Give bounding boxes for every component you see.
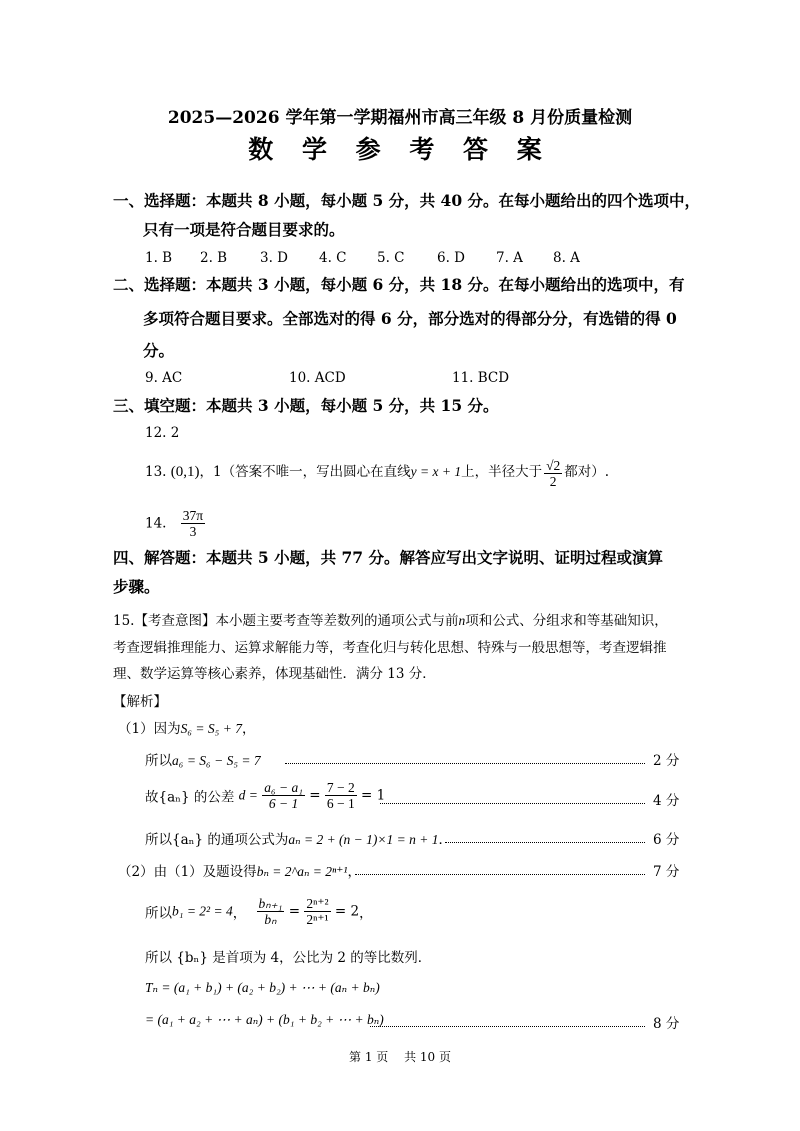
answer-11: 11. BCD [452, 370, 510, 386]
answer-6: 6. D [437, 250, 465, 266]
section3-heading: 三、填空题：本题共 3 小题，每小题 5 分，共 15 分。 [113, 396, 499, 415]
document-title: 2025—2026 学年第一学期福州市高三年级 8 月份质量检测 [167, 108, 633, 128]
q15-sum-line2: = (a₁ + a₂ + ⋯ + aₙ) + (b₁ + b₂ + ⋯ + bₙ) [145, 1012, 384, 1027]
q15-intent-line3: 理、数学运算等核心素养，体现基础性．满分 13 分． [113, 666, 436, 682]
fraction-power: $\frac{\text{2ⁿ⁺²}}{\text{2ⁿ⁺¹}}$ [306, 896, 329, 927]
leader-dots [445, 842, 645, 843]
answer-10: 10. ACD [289, 370, 346, 386]
q15-step-b1: 所以b₁ = 2² = 4， $\frac{\text{bₙ₊₁}}{\text{bₙ}}$ = $\frac{\text{2ⁿ⁺²}}{\text{2ⁿ⁺¹}}$ = 2， [145, 896, 373, 927]
q13-tail: 上，半径大于 [461, 464, 543, 480]
q13-radius: ，1（答案不唯一，写出圆心在直线 [199, 464, 411, 480]
q15-analysis-label: 【解析】 [113, 694, 167, 710]
q13-fraction: $\frac{√2}{2}$ [546, 458, 561, 489]
score-8: 8 分 [653, 1016, 680, 1032]
answer-7: 7. A [496, 250, 523, 266]
page-footer: 第 1 页 共 10 页 [349, 1050, 451, 1064]
q15-part1-given: （1）因为S₆ = S₅ + 7， [118, 721, 256, 737]
q15-intent-line1: 15.【考查意图】本小题主要考查等差数列的通项公式与前n项和公式、分组求和等基础知识， [113, 613, 668, 629]
q13-line: y = x + 1 [410, 464, 462, 479]
q14-label: 14. [145, 515, 167, 532]
answer-12: 12. 2 [145, 425, 180, 441]
answer-2: 2. B [200, 250, 228, 266]
answer-8: 8. A [553, 250, 580, 266]
q15-part2: （2）由（1）及题设得bₙ = 2^aₙ = 2ⁿ⁺¹， [118, 864, 361, 880]
q13-end: 都对）. [564, 464, 610, 480]
section4-heading-cont: 步骤。 [113, 577, 160, 596]
score-7: 7 分 [653, 864, 680, 880]
leader-dots [370, 1026, 645, 1027]
score-4: 4 分 [653, 793, 680, 809]
q15-step-an: 所以{aₙ} 的通项公式为aₙ = 2 + (n − 1)×1 = n + 1． [145, 832, 452, 848]
fraction-diff: $\frac{\text{a₆ − a₁}}{6 - 1}$ [264, 780, 303, 811]
section2-heading-cont: 多项符合题目要求。全部选对的得 6 分，部分选对的得部分分，有选错的得 0 [143, 309, 677, 328]
section4-heading: 四、解答题：本题共 5 小题，共 77 分。解答应写出文字说明、证明过程或演算 [113, 548, 663, 567]
answer-4: 4. C [319, 250, 347, 266]
section2-heading: 二、选择题：本题共 3 小题，每小题 6 分，共 18 分。在每小题给出的选项中，有 [113, 275, 685, 294]
q15-step-d: 故{aₙ} 的公差 d = $\frac{\text{a₆ − a₁}}{6 - 1}$ = $\frac{7 - 2}{6 - 1}$ = 1 [145, 780, 386, 811]
leader-dots [285, 763, 645, 764]
score-6: 6 分 [653, 832, 680, 848]
answer-14 [145, 508, 205, 539]
q15-geometric: 所以 {bₙ} 是首项为 4，公比为 2 的等比数列． [145, 950, 432, 966]
document-subtitle: 数 学 参 考 答 案 [248, 135, 552, 164]
score-2: 2 分 [653, 753, 680, 769]
q15-step-a6: 所以a₆ = S₆ − S₅ = 7 [145, 753, 261, 769]
section1-heading-cont: 只有一项是符合题目要求的。 [143, 220, 345, 239]
answer-13 [145, 458, 609, 489]
fraction-ratio: $\frac{\text{bₙ₊₁}}{\text{bₙ}}$ [258, 896, 283, 927]
answer-1: 1. B [145, 250, 173, 266]
leader-dots [355, 874, 645, 875]
answer-9: 9. AC [145, 370, 183, 386]
leader-dots [380, 803, 645, 804]
q13-point: (0,1) [170, 464, 200, 480]
q15-intent-line2: 考查逻辑推理能力、运算求解能力等，考查化归与转化思想、特殊与一般思想等，考查逻辑推 [113, 640, 667, 656]
q14-fraction: $\frac{37\pi}{3}$ [182, 508, 204, 539]
section1-heading: 一、选择题：本题共 8 小题，每小题 5 分，共 40 分。在每小题给出的四个选项中， [113, 191, 701, 210]
answer-3: 3. D [260, 250, 288, 266]
fraction-value: $\frac{7 - 2}{6 - 1}$ [326, 780, 355, 811]
answer-5: 5. C [377, 250, 405, 266]
q13-label: 13. [145, 464, 167, 480]
section2-heading-cont2: 分。 [143, 341, 175, 360]
q15-sum-line1: Tₙ = (a₁ + b₁) + (a₂ + b₂) + ⋯ + (aₙ + bₙ) [145, 980, 380, 995]
